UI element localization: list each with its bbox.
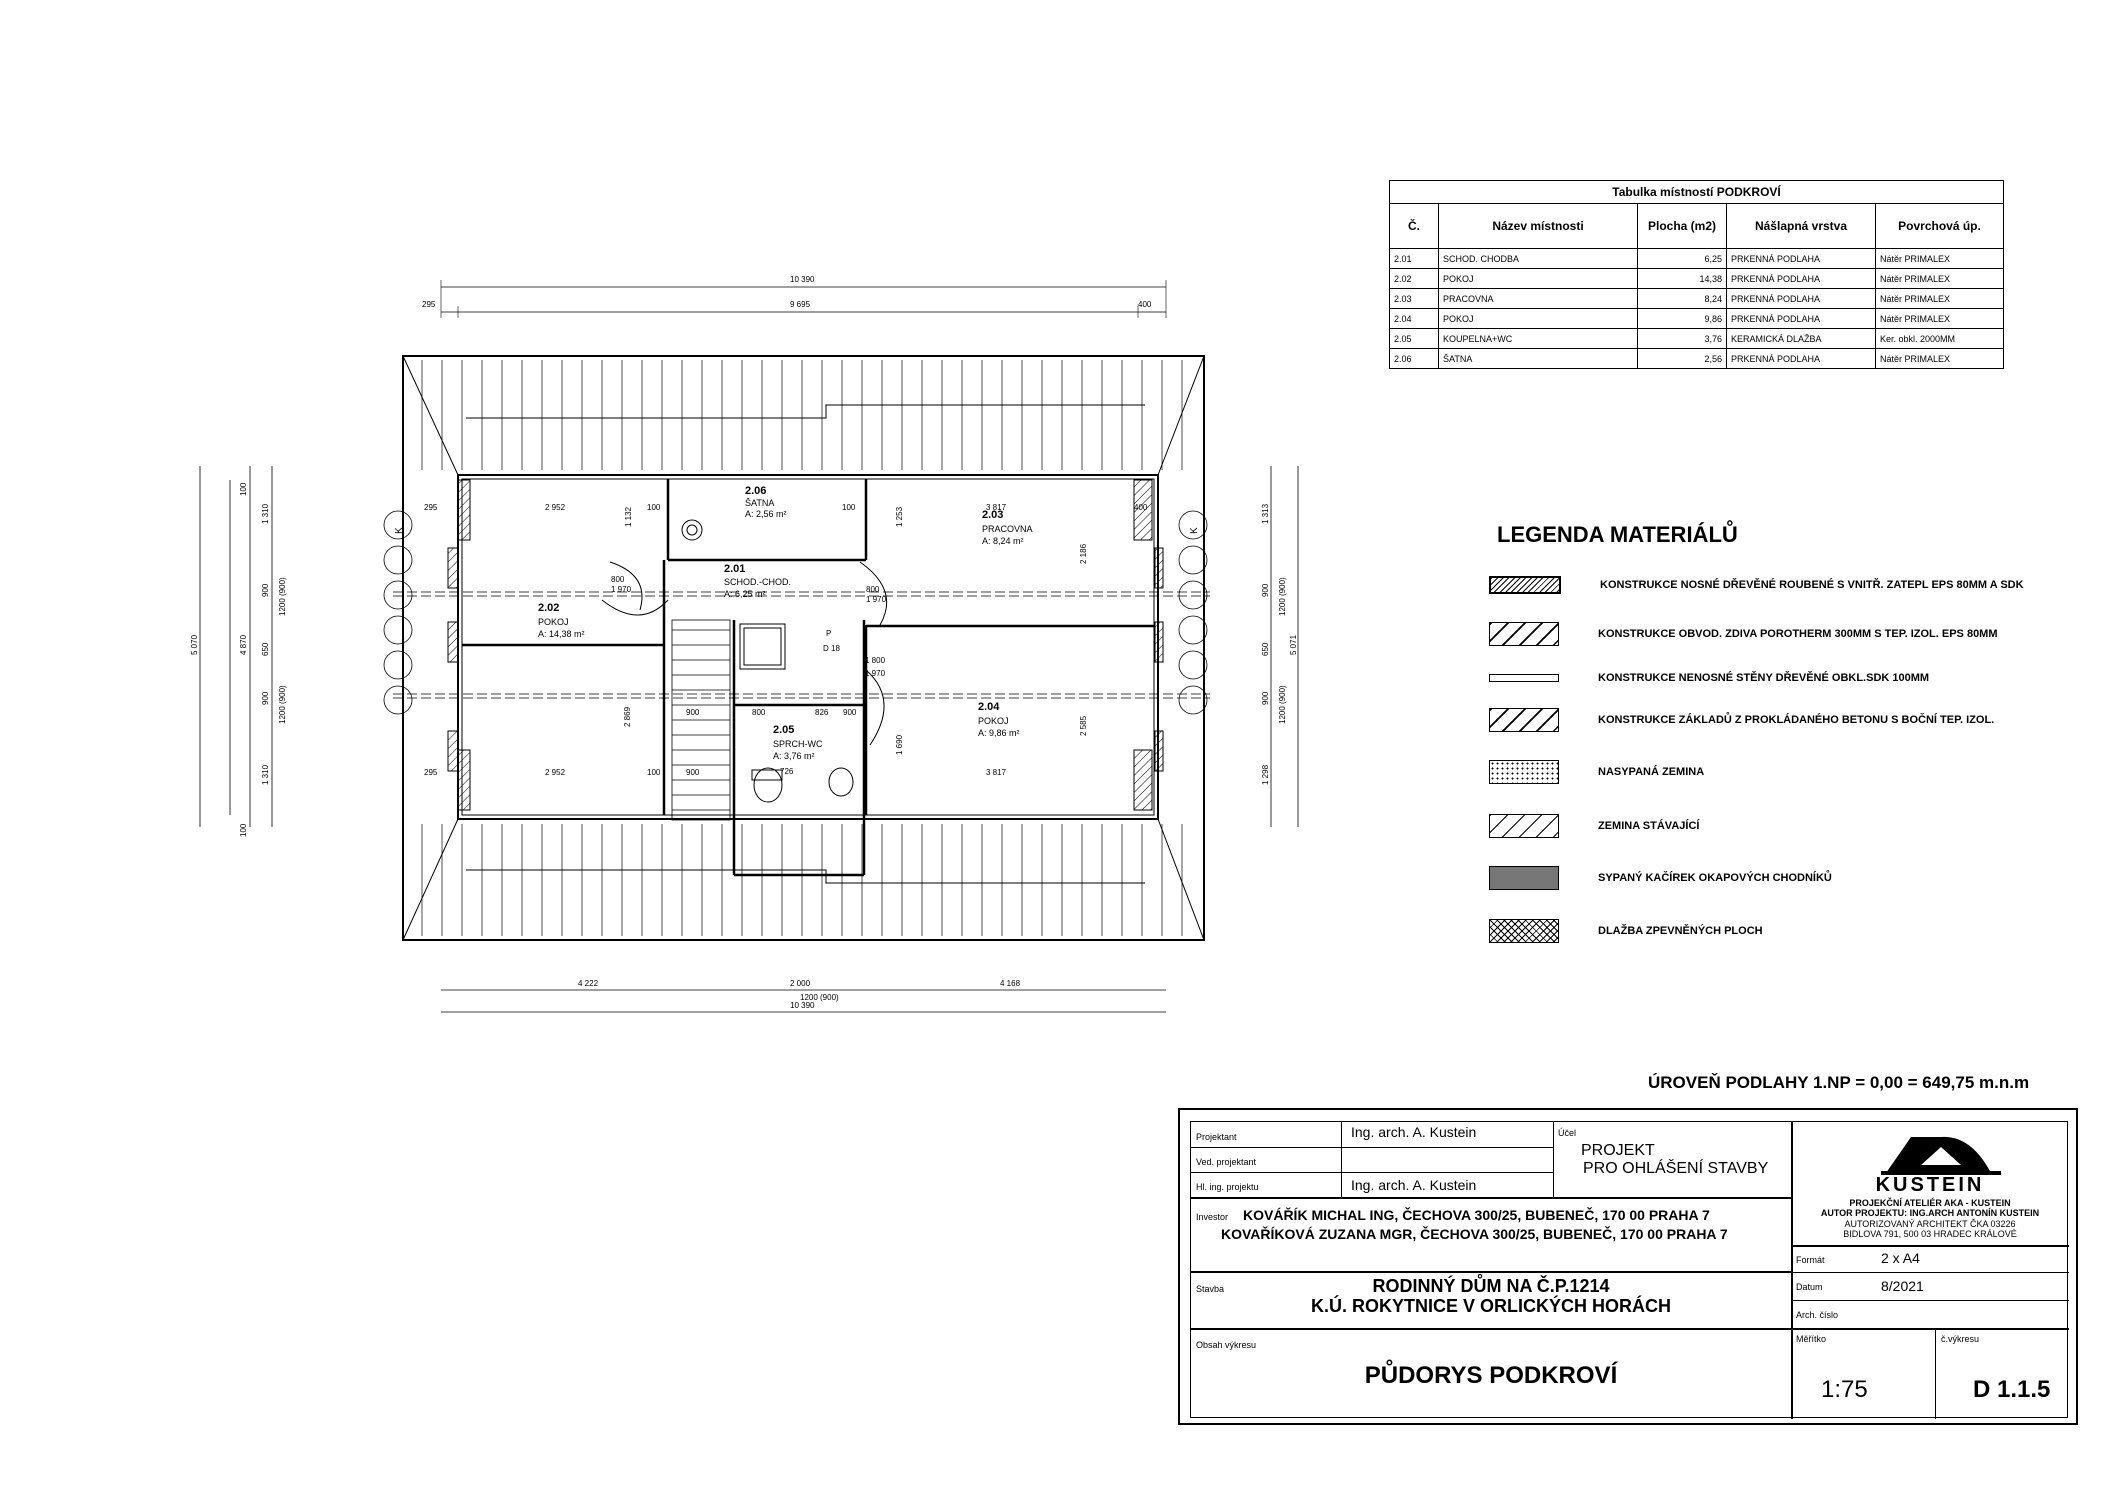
room-table-cell: POKOJ: [1439, 269, 1638, 289]
dim-bottom-total: 10 390: [790, 1001, 815, 1010]
meritko-label: Měřítko: [1796, 1334, 1827, 1344]
section-marker-left: K: [394, 527, 405, 534]
legend-swatch: [1489, 576, 1561, 594]
dim-inner-9: 100: [647, 768, 661, 777]
room-table-cell: KERAMICKÁ DLAŽBA: [1727, 329, 1876, 349]
dim-top-total: 10 390: [790, 275, 815, 284]
dim-bottom-2: 2 000: [790, 979, 811, 988]
dim-left-7: 650: [261, 642, 270, 656]
legend-swatch: [1489, 919, 1559, 943]
room-table-cell: 2.05: [1390, 329, 1439, 349]
legend-label: KONSTRUKCE ZÁKLADŮ Z PROKLÁDANÉHO BETONU S BOČNÍ TEP. IZOL.: [1598, 714, 1995, 726]
projektant-value: Ing. arch. A. Kustein: [1351, 1124, 1477, 1140]
ved-projektant-label: Ved. projektant: [1196, 1157, 1257, 1167]
stavba-label: Stavba: [1196, 1284, 1225, 1294]
dim-inner-vert-1: 1 132: [624, 506, 633, 527]
dim-left-1: 5 070: [190, 634, 199, 655]
dim-inner-10: 3 817: [986, 768, 1007, 777]
dim-left-2: 4 870: [239, 634, 248, 655]
dim-inner-p: P: [826, 629, 832, 638]
room-table-row: [1390, 289, 2004, 309]
legend-item: [1489, 622, 1998, 646]
room-table-cell: SCHOD. CHODBA: [1439, 249, 1638, 269]
room-table-header: Nášlapná vrstva: [1727, 204, 1876, 249]
legend-label: KONSTRUKCE OBVOD. ZDIVA POROTHERM 300MM S TEP. IZOL. EPS 80MM: [1598, 628, 1998, 640]
dim-top-left: 295: [422, 300, 436, 309]
logo-name: KUSTEIN: [1875, 1174, 1985, 1196]
legend-label: KONSTRUKCE NENOSNÉ STĚNY DŘEVĚNÉ OBKL.SDK 100MM: [1598, 672, 1930, 684]
legend-title: LEGENDA MATERIÁLŮ: [1497, 522, 1738, 547]
dim-bottom-window: 1200 (900): [800, 993, 839, 1002]
room-table-cell: 2.01: [1390, 249, 1439, 269]
room-table-cell: ŠATNA: [1439, 349, 1638, 369]
room-table-cell: 2.03: [1390, 289, 1439, 309]
company-line2: AUTOR PROJEKTU: ING.ARCH ANTONÍN KUSTEIN: [1820, 1208, 2040, 1218]
legend-label: SYPANÝ KAČÍREK OKAPOVÝCH CHODNÍKŮ: [1598, 872, 1832, 884]
room-table-cell: Nátěr PRIMALEX: [1876, 249, 2004, 269]
dim-inner-15: 1 970: [866, 595, 887, 604]
room-table-row: [1390, 269, 2004, 289]
dim-inner-11: 295: [424, 768, 438, 777]
room-table-cell: PRKENNÁ PODLAHA: [1727, 289, 1876, 309]
dim-inner-18: 800: [752, 708, 766, 717]
dim-right-3: 900: [1261, 583, 1270, 597]
room-id-2-05: 2.05: [773, 724, 795, 736]
dim-inner-20: 826: [815, 708, 829, 717]
room-id-2-06: 2.06: [745, 485, 767, 497]
ucel-label: Účel: [1558, 1128, 1577, 1138]
legend-item: [1489, 573, 2024, 597]
dim-inner-8: 2 952: [545, 768, 566, 777]
dim-left-3: 100: [239, 482, 248, 496]
projektant-label: Projektant: [1196, 1132, 1237, 1142]
dim-right-2: 1 313: [1261, 503, 1270, 524]
room-id-2-04: 2.04: [978, 701, 1000, 713]
floor-plan: [0, 0, 1298, 1050]
dim-right-6: 900: [1261, 691, 1270, 705]
room-table-cell: 3,76: [1638, 329, 1727, 349]
dim-right-7: 1200 (900): [1278, 685, 1287, 724]
dim-inner-28: 1 970: [865, 669, 886, 678]
room-table-cell: Nátěr PRIMALEX: [1876, 309, 2004, 329]
room-table-cell: KOUPELNA+WC: [1439, 329, 1638, 349]
section-marker-right: K: [1189, 527, 1200, 534]
legend-swatch: [1489, 622, 1559, 646]
dim-inner-vert-4: 1 253: [895, 506, 904, 527]
dim-inner-vert-3: 2 585: [1079, 715, 1088, 736]
room-area-2-04: A: 9,86 m²: [978, 728, 1020, 738]
dim-right-8: 1 298: [1261, 764, 1270, 785]
room-area-2-03: A: 8,24 m²: [982, 536, 1024, 546]
legend-label: KONSTRUKCE NOSNÉ DŘEVĚNÉ ROUBENÉ S VNITŘ. ZATEPL EPS 80MM A SDK: [1600, 579, 2024, 591]
room-table: [1389, 180, 2004, 369]
room-table-header: Plocha (m2): [1638, 204, 1727, 249]
room-table-cell: POKOJ: [1439, 309, 1638, 329]
room-table-cell: PRKENNÁ PODLAHA: [1727, 349, 1876, 369]
dim-right-5: 650: [1261, 642, 1270, 656]
dim-inner-5: 100: [842, 503, 856, 512]
dim-inner-13: 1 970: [611, 585, 632, 594]
legend-swatch: [1489, 866, 1559, 890]
dim-inner-vert-6: 2 869: [623, 706, 632, 727]
legend-item: [1489, 708, 1994, 732]
room-table-cell: Nátěr PRIMALEX: [1876, 349, 2004, 369]
dim-inner-22: 900: [843, 708, 857, 717]
room-table-cell: 2.04: [1390, 309, 1439, 329]
legend-swatch: [1489, 674, 1559, 682]
datum-label: Datum: [1796, 1282, 1823, 1292]
dim-inner-1: 295: [424, 503, 438, 512]
dim-inner-16b: 900: [686, 768, 700, 777]
room-name-2-04: POKOJ: [978, 716, 1009, 726]
room-id-2-02: 2.02: [538, 602, 560, 614]
room-id-2-03: 2.03: [982, 509, 1004, 521]
company-line4: BIDLOVA 791, 500 03 HRADEC KRÁLOVÉ: [1843, 1229, 2017, 1239]
investor-line2: KOVAŘÍKOVÁ ZUZANA MGR, ČECHOVA 300/25, BUBENEČ, 170 00 PRAHA 7: [1221, 1226, 1728, 1242]
legend-swatch: [1489, 760, 1559, 784]
dim-inner-14: 800: [866, 585, 880, 594]
room-area-2-06: A: 2,56 m²: [745, 509, 787, 519]
hl-ing-value: Ing. arch. A. Kustein: [1351, 1177, 1477, 1193]
format-label: Formát: [1796, 1255, 1825, 1265]
room-table-row: [1390, 329, 2004, 349]
room-name-2-06: ŠATNA: [745, 498, 775, 508]
room-name-2-02: POKOJ: [538, 617, 569, 627]
dim-inner-7: 400: [1134, 503, 1148, 512]
dim-inner-d18: D 18: [823, 644, 840, 653]
meritko-value: 1:75: [1821, 1376, 1868, 1403]
title-block: [1178, 1108, 2078, 1425]
room-table-cell: 8,24: [1638, 289, 1727, 309]
legend-item: [1489, 760, 1704, 784]
legend-swatch: [1489, 814, 1559, 838]
dim-inner-2: 2 952: [545, 503, 566, 512]
dim-inner-27: 1 800: [865, 656, 886, 665]
hl-ing-label: Hl. ing. projektu: [1196, 1182, 1259, 1192]
room-table-cell: 9,86: [1638, 309, 1727, 329]
legend-item: [1489, 666, 1929, 690]
room-table-header: Povrchová úp.: [1876, 204, 2004, 249]
legend-label: ZEMINA STÁVAJÍCÍ: [1598, 820, 1700, 832]
room-table-cell: Ker. obkl. 2000MM: [1876, 329, 2004, 349]
room-table-cell: 2.02: [1390, 269, 1439, 289]
obsah-label: Obsah výkresu: [1196, 1340, 1257, 1350]
legend-swatch: [1489, 708, 1559, 732]
dim-inner-726: 726: [780, 767, 794, 776]
kustein-logo: [1881, 1127, 2001, 1177]
legend-item: [1489, 866, 1832, 890]
datum-value: 8/2021: [1881, 1278, 1924, 1294]
dim-left-9: 1200 (900): [278, 685, 287, 724]
company-line1: PROJEKČNÍ ATELIÉR AKA - KUSTEIN: [1849, 1198, 2011, 1208]
floor-level-note: ÚROVEŇ PODLAHY 1.NP = 0,00 = 649,75 m.n.m: [1648, 1073, 2030, 1092]
dim-inner-12: 800: [611, 575, 625, 584]
dim-left-5: 900: [261, 583, 270, 597]
dim-inner-vert-2: 2 186: [1079, 543, 1088, 564]
dim-inner-3: 100: [647, 503, 661, 512]
room-table-row: [1390, 349, 2004, 369]
cvykresu-label: č.výkresu: [1941, 1334, 1980, 1344]
legend-item: [1489, 814, 1699, 838]
company-line3: AUTORIZOVANÝ ARCHITEKT ČKA 03226: [1844, 1219, 2016, 1229]
dim-inner-vert-5: 1 690: [895, 734, 904, 755]
dim-right-1: 5 071: [1289, 634, 1298, 655]
room-table-cell: PRKENNÁ PODLAHA: [1727, 249, 1876, 269]
dim-bottom-1: 4 222: [578, 979, 599, 988]
room-table-cell: 2,56: [1638, 349, 1727, 369]
dim-left-8: 900: [261, 691, 270, 705]
room-table-header: Č.: [1390, 204, 1439, 249]
dim-inner-16: 900: [686, 708, 700, 717]
stavba-line2: K.Ú. ROKYTNICE V ORLICKÝCH HORÁCH: [1310, 1296, 1671, 1316]
dim-inner-6: 3 817: [986, 503, 1007, 512]
obsah-value: PŮDORYS PODKROVÍ: [1364, 1362, 1618, 1389]
room-area-2-01: A: 6,25 m²: [724, 589, 766, 599]
room-name-2-01: SCHOD.-CHOD.: [724, 577, 791, 587]
dim-right-4: 1200 (900): [1278, 577, 1287, 616]
room-table-cell: 14,38: [1638, 269, 1727, 289]
investor-line1: KOVÁŘÍK MICHAL ING, ČECHOVA 300/25, BUBENEČ, 170 00 PRAHA 7: [1243, 1207, 1710, 1223]
ucel-line2: PRO OHLÁŠENÍ STAVBY: [1583, 1160, 1769, 1177]
arch-label: Arch. číslo: [1796, 1310, 1839, 1320]
dim-top-mid: 9 695: [790, 300, 811, 309]
room-name-2-03: PRACOVNA: [982, 524, 1033, 534]
room-name-2-05: SPRCH-WC: [773, 739, 823, 749]
room-table-cell: PRKENNÁ PODLAHA: [1727, 309, 1876, 329]
dim-left-10: 1 310: [261, 764, 270, 785]
dim-left-4: 1 310: [261, 503, 270, 524]
dim-top-right: 400: [1138, 300, 1152, 309]
room-table-cell: PRACOVNA: [1439, 289, 1638, 309]
stavba-line1: RODINNÝ DŮM NA Č.P.1214: [1372, 1276, 1610, 1296]
room-table-cell: 6,25: [1638, 249, 1727, 269]
dim-left-11: 100: [239, 823, 248, 837]
dim-left-6: 1200 (900): [278, 577, 287, 616]
legend-label: NASYPANÁ ZEMINA: [1598, 766, 1705, 778]
investor-label: Investor: [1196, 1212, 1229, 1222]
room-area-2-02: A: 14,38 m²: [538, 629, 585, 639]
format-value: 2 x A4: [1881, 1250, 1920, 1266]
room-table-title: Tabulka místností PODKROVÍ: [1390, 181, 2004, 204]
room-table-cell: PRKENNÁ PODLAHA: [1727, 269, 1876, 289]
legend-item: [1489, 919, 1763, 943]
room-table-row: [1390, 309, 2004, 329]
room-area-2-05: A: 3,76 m²: [773, 751, 815, 761]
room-table-cell: Nátěr PRIMALEX: [1876, 269, 2004, 289]
room-table-header: Název místnosti: [1439, 204, 1638, 249]
dim-bottom-3: 4 168: [1000, 979, 1021, 988]
room-table-cell: Nátěr PRIMALEX: [1876, 289, 2004, 309]
cvykresu-value: D 1.1.5: [1973, 1376, 2051, 1403]
room-table-row: [1390, 249, 2004, 269]
room-id-2-01: 2.01: [724, 563, 746, 575]
legend-label: DLAŽBA ZPEVNĚNÝCH PLOCH: [1598, 925, 1763, 937]
ucel-line1: PROJEKT: [1581, 1142, 1655, 1159]
room-table-cell: 2.06: [1390, 349, 1439, 369]
